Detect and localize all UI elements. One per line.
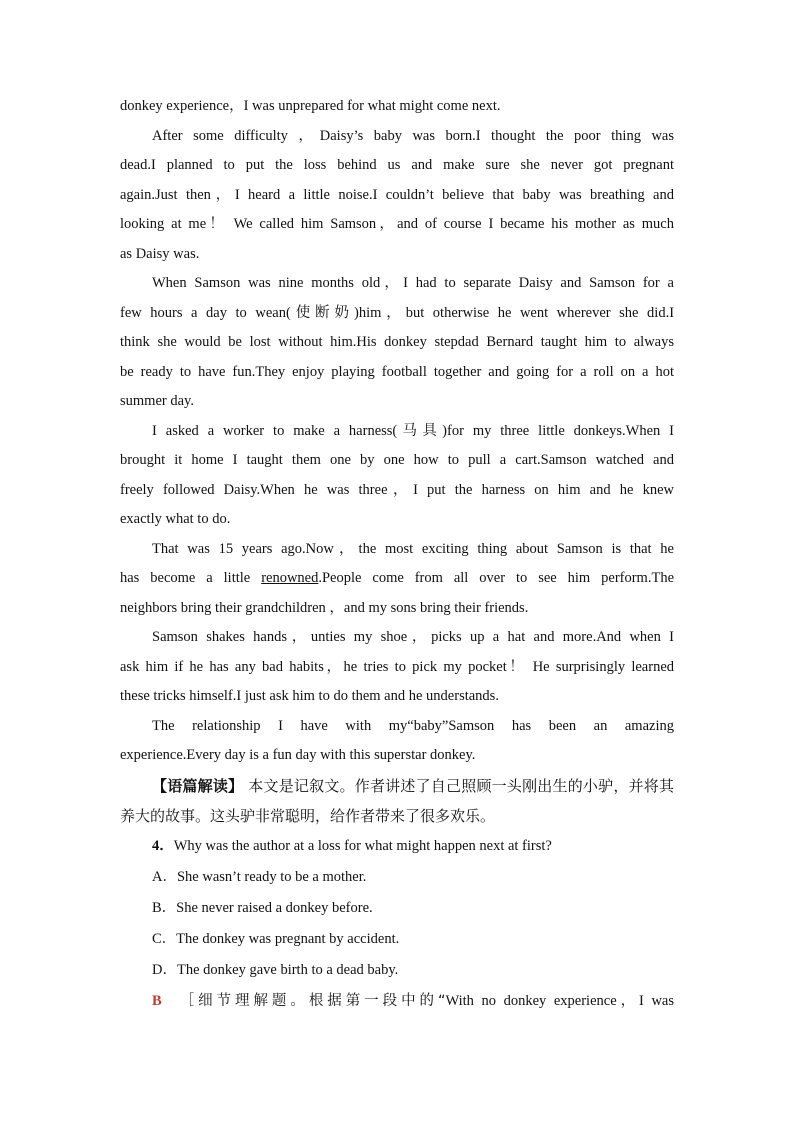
text-line: exactly what to do. xyxy=(120,511,231,527)
text-line: these tricks himself.I just ask him to do them and he understands. xyxy=(120,688,499,704)
passage-analysis xyxy=(120,771,674,831)
text-segment: .People come from all over to see him perform.The xyxy=(318,570,674,586)
answer-text-cn: 细节理解题。根据第一段中的“ xyxy=(198,992,446,1009)
text-line: experience.Every day is a fun day with this superstar donkey. xyxy=(120,747,476,763)
option-c: C．The donkey was pregnant by accident. xyxy=(152,930,400,947)
text-segment: )him，but otherwise he went wherever she did.I xyxy=(353,304,675,321)
text-line: looking at me！ We called him Samson，and of course I became his mother as much xyxy=(120,216,674,232)
question-stem xyxy=(120,831,674,862)
option-b: B．She never raised a donkey before. xyxy=(152,899,373,916)
passage-paragraph-1 xyxy=(120,122,674,270)
document-content xyxy=(120,92,674,1017)
passage-paragraph-4 xyxy=(120,535,674,624)
answer-explanation xyxy=(120,986,674,1017)
answer-letter: B xyxy=(152,992,162,1009)
text-line: think she would be lost without him.His donkey stepdad Bernard taught him to always xyxy=(120,334,674,350)
text-line: After some difficulty ，Daisy’s baby was born.I thought the poor thing was xyxy=(152,127,674,144)
text-line: as Daisy was. xyxy=(120,245,200,262)
question-4 xyxy=(120,831,674,986)
passage-paragraph-3 xyxy=(120,417,674,535)
analysis-tag: 【语篇解读】 xyxy=(152,776,244,795)
answer-text-en: With no donkey experience，I was xyxy=(445,992,675,1009)
text-segment: I asked a worker to make a harness( xyxy=(152,422,398,439)
chinese-gloss: 使断奶 xyxy=(290,304,354,321)
passage-paragraph-5 xyxy=(120,623,674,712)
question-number: 4． xyxy=(152,837,174,854)
option-d: D．The donkey gave birth to a dead baby. xyxy=(152,961,399,978)
text-segment: has become a little xyxy=(120,570,251,586)
chinese-gloss: 马具 xyxy=(397,422,443,439)
passage-paragraph-2 xyxy=(120,269,674,417)
text-line: brought it home I taught them one by one how to pull a cart.Samson watched and xyxy=(120,452,674,468)
passage-paragraph-6 xyxy=(120,712,674,771)
text-line: summer day. xyxy=(120,393,194,409)
text-line: ask him if he has any bad habits，he tries to pick my pocket！ He surprisingly learned xyxy=(120,658,674,675)
answer-bracket: ［ xyxy=(175,992,199,1009)
underlined-word: renowned xyxy=(261,570,319,586)
text-segment: )for my three little donkeys.When I xyxy=(442,422,675,439)
text-segment: few hours a day to wean( xyxy=(120,304,291,321)
question-text: Why was the author at a loss for what might happen next at first? xyxy=(173,837,552,854)
text-line: dead.I planned to put the loss behind us and make sure she never got pregnant xyxy=(120,157,674,173)
text-line: freely followed Daisy.When he was three，I put the harness on him and he knew xyxy=(120,481,674,498)
text-line: When Samson was nine months old，I had to separate Daisy and Samson for a xyxy=(152,275,674,291)
text-line: be ready to have fun.They enjoy playing football together and going for a roll on a hot xyxy=(120,363,674,380)
text-line: neighbors bring their grandchildren ，and my sons bring their friends. xyxy=(120,599,529,616)
text-line: again.Just then，I heard a little noise.I couldn’t believe that baby was breathing and xyxy=(120,186,674,203)
passage-paragraph-0: donkey experience，I was unprepared for what might come next. xyxy=(120,98,501,114)
text-line: The relationship I have with my“baby”Samson has been an amazing xyxy=(152,717,674,734)
analysis-text: 本文是记叙文。作者讲述了自己照顾一头刚出生的小驴，并将其养大的故事。这头驴非常聪明，给作者带来了很多欢乐。 xyxy=(120,776,674,825)
text-line xyxy=(120,299,674,329)
text-line xyxy=(120,417,674,447)
text-line: Samson shakes hands，unties my shoe，picks up a hat and more.And when I xyxy=(152,629,674,645)
text-line: That was 15 years ago.Now，the most exciting thing about Samson is that he xyxy=(152,540,674,557)
option-a: A．She wasn’t ready to be a mother. xyxy=(152,868,367,885)
text-line xyxy=(120,564,674,594)
